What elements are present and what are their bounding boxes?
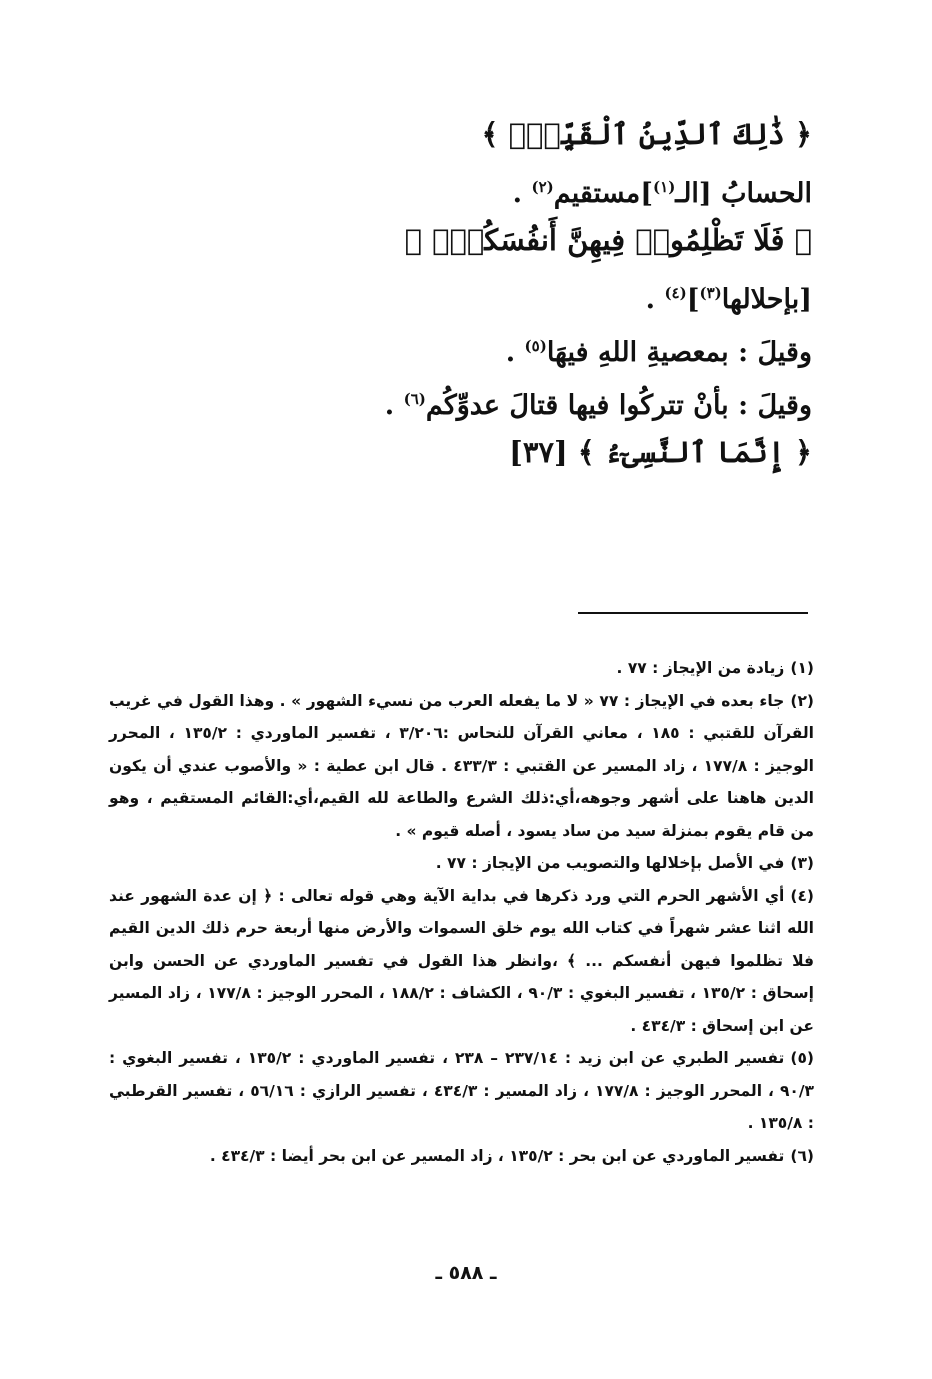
footnote-number: (٦) [790, 1146, 814, 1165]
footnote: (٦)تفسير الماوردي عن ابن بحر : ١٣٥/٢ ، زاد المسير عن ابن بحر أيضا : ٤٣٤/٣ . [109, 1140, 814, 1173]
footnote: (٢)جاء بعده في الإيجاز : ٧٧ « لا ما يفعله العرب من نسيء الشهور » . وهذا القول في غريب القرآن للقتبي : ١٨٥ ، معاني القرآن للنحاس :٣/٢٠٦ ، تفسير الماوردي : ١٣٥/٢ ، المحرر الوجيز : ١٧٧/٨ ، زاد المسير عن القتبي : ٤٣٣/٣ . قال ابن عطية : « والأصوب عندي أن يكون الدين هاهنا على أشهر وجوهه،أي:ذلك الشرع والطاعة لله القيم،أي:القائم المستقيم ، وهو من قام يقوم بمنزلة سيد من ساد يسود ، أصله قيوم » . [109, 685, 814, 848]
commentary-line: الحسابُ [الـ$^{(١)}$]مستقيم$^{(٢)}$ . [512, 178, 812, 209]
footnote: (٣)في الأصل بإخلالها والتصويب من الإيجاز : ٧٧ . [109, 847, 814, 880]
footnote: (٥)تفسير الطبري عن ابن زيد : ٢٣٧/١٤ – ٢٣٨ ، تفسير الماوردي : ١٣٥/٢ ، تفسير البغوي : ٩٠/٣ ، المحرر الوجيز : ١٧٧/٨ ، زاد المسير : ٤٣٤/٣ ، تفسير الرازي : ٥٦/١٦ ، تفسير القرطبي : ١٣٥/٨ . [109, 1042, 814, 1140]
commentary-line: [بإحلالها$^{(٣)}$]$^{(٤)}$ . [645, 284, 812, 315]
footnote-separator [578, 612, 808, 614]
footnote-ref: (٦) [403, 390, 426, 408]
footnote-ref: (٢) [531, 178, 554, 196]
page-number: ـ ٥٨٨ ـ [435, 1262, 497, 1284]
footnote-number: (١) [790, 659, 814, 677]
main-text [92, 108, 812, 479]
footnote-number: (٣) [790, 854, 814, 872]
quran-verse-line: ﴿ إِنَّمَا ٱلنَّسِىٓءُ ﴾ [٣٧] [509, 435, 812, 469]
commentary-line: وقيلَ : بمعصيةِ اللهِ فيهَا$^{(٥)}$ . [505, 337, 812, 368]
footnote: (٤)أي الأشهر الحرم التي ورد ذكرها في بداية الآية وهي قوله تعالى : ﴿ إن عدة الشهور عند الله اثنا عشر شهراً في كتاب الله يوم خلق السموات والأرض منها أربعة حرم ذلك الدين القيم فلا تظلموا فيهن أنفسكم ... ﴾ ،وانظر هذا القول في تفسير الماوردي عن الحسن وابن إسحاق : ١٣٥/٢ ، تفسير البغوي : ٩٠/٣ ، الكشاف : ١٨٨/٢ ، المحرر الوجيز : ١٧٧/٨ ، زاد المسير عن ابن إسحاق : ٤٣٤/٣ . [109, 880, 814, 1043]
footnote-ref: (٥) [524, 337, 547, 355]
footnote-ref: (٤) [664, 284, 687, 302]
quran-verse-line: ﴿ فَلَا تَظْلِمُوا۟ فِيهِنَّ أَنفُسَكُمْۚ ﴾ [404, 223, 812, 257]
footnote-ref: (١) [653, 178, 676, 196]
footnote-number: (٢) [790, 691, 815, 710]
footnote-number: (٥) [790, 1049, 814, 1067]
footnote-ref: (٣) [699, 284, 722, 302]
commentary-line: وقيلَ : بأنْ تتركُوا فيها قتالَ عدوِّكُم$^{(٦)}$ . [384, 390, 812, 421]
footnote: (١)زيادة من الإيجاز : ٧٧ . [109, 652, 814, 685]
footnote-number: (٤) [790, 886, 814, 905]
quran-verse-line: ﴿ ذَٰلِكَ ٱلدِّينُ ٱلْقَيِّمُۚ ﴾ [481, 117, 812, 151]
footnotes [109, 652, 814, 1172]
